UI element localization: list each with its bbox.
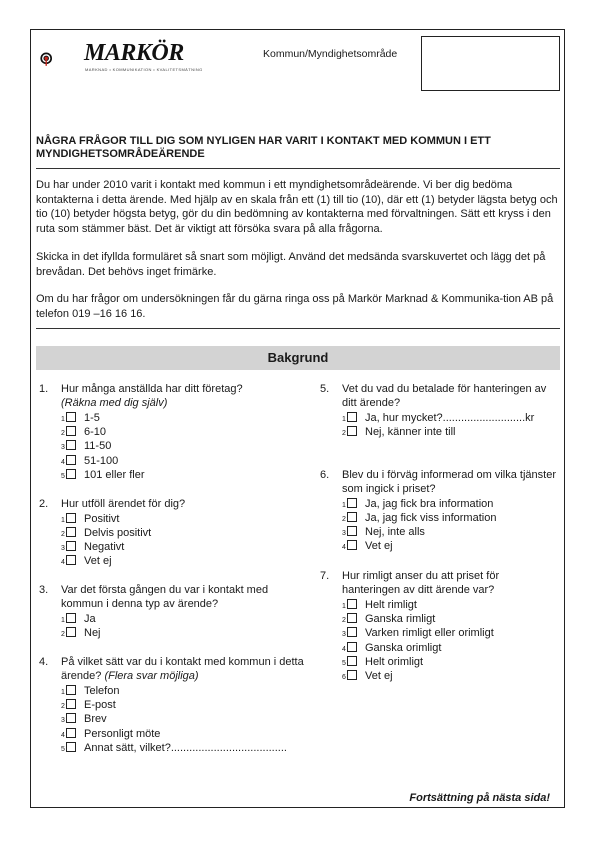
markor-logo-icon xyxy=(39,37,87,81)
checkbox xyxy=(66,527,76,537)
checkbox xyxy=(66,713,76,723)
question-4: 4. På vilket sätt var du i kontakt med kommun i detta ärende? (Flera svar möjliga) 1 Telefon 2 E-post 3 Brev 4 Personligt möte 5 Annat sätt, vilket?...................................... xyxy=(39,655,319,760)
checkbox xyxy=(347,599,357,609)
divider xyxy=(36,328,560,329)
section-title: Bakgrund xyxy=(36,346,560,370)
checkbox xyxy=(347,670,357,680)
checkbox xyxy=(66,728,76,738)
checkbox xyxy=(347,498,357,508)
kommun-field[interactable] xyxy=(421,36,560,91)
checkbox xyxy=(66,627,76,637)
question-text: Hur många anställda har ditt företag? (Räkna med dig själv) xyxy=(61,383,243,409)
question-note: (Flera svar möjliga) xyxy=(104,670,199,682)
question-1: 1. Hur många anställda har ditt företag? (Räkna med dig själv) 1 1-5 2 6-10 3 11-50 4 51-100 5 101 eller fler xyxy=(39,382,309,492)
checkbox xyxy=(347,426,357,436)
question-number: 5. xyxy=(320,383,330,395)
divider xyxy=(36,168,560,169)
intro-paragraph-2: Skicka in det ifyllda formuläret så snart som möjligt. Använd det medsända svarskuvertet och lägg det på brevådan. Det behövs inget frimärke. xyxy=(36,251,546,278)
question-text: Blev du i förväg informerad om vilka tjänster som ingick i priset? xyxy=(342,469,556,495)
continuation-note: Fortsättning på nästa sida! xyxy=(409,792,550,804)
question-text: Vet du vad du betalade för hanteringen av ditt ärende? xyxy=(342,383,547,409)
logo-wordmark: MARKÖR xyxy=(84,40,184,66)
logo-tagline: MARKNAD • KOMMUNIKATION • KVALITETSMÄTNING xyxy=(85,67,203,72)
question-7: 7. Hur rimligt anser du att priset för hanteringen av ditt ärende var? 1 Helt rimligt 2 Ganska rimligt 3 Varken rimligt eller orimligt 4 Ganska orimligt 5 Helt orimligt 6 Vet ej xyxy=(320,569,560,689)
checkbox xyxy=(347,613,357,623)
checkbox xyxy=(347,656,357,666)
checkbox xyxy=(66,513,76,523)
checkbox xyxy=(347,526,357,536)
question-number: 7. xyxy=(320,570,330,582)
checkbox xyxy=(347,627,357,637)
checkbox xyxy=(66,541,76,551)
checkbox xyxy=(66,469,76,479)
checkbox xyxy=(66,742,76,752)
question-text: Hur rimligt anser du att priset för hanteringen av ditt ärende var? xyxy=(342,570,500,596)
intro-paragraph-3: Om du har frågor om undersökningen får du gärna ringa oss på Markör Marknad & Kommunika-tion AB på telefon 019 –16 16 16. xyxy=(36,293,554,320)
checkbox xyxy=(347,412,357,422)
checkbox xyxy=(66,699,76,709)
question-6: 6. Blev du i förväg informerad om vilka tjänster som ingick i priset? 1 Ja, jag fick bra information 2 Ja, jag fick viss information 3 Nej, inte alls 4 Vet ej xyxy=(320,469,556,552)
question-text: Hur utföll ärendet för dig? xyxy=(61,498,186,510)
checkbox xyxy=(66,412,76,422)
question-text: På vilket sätt var du i kontakt med kommun i detta ärende? (Flera svar möjliga) xyxy=(61,656,304,682)
question-3: 3. Var det första gången du var i kontakt med kommun i denna typ av ärende? 1 Ja 2 Nej xyxy=(39,583,309,643)
checkbox xyxy=(66,426,76,436)
question-number: 3. xyxy=(39,584,49,596)
checkbox xyxy=(66,613,76,623)
question-number: 6. xyxy=(320,469,330,481)
intro-paragraph-1: Du har under 2010 varit i kontakt med kommun i ett myndighetsområdeärende. Vi ber dig bedöma kontakterna i detta ärende. Med hjälp av en skala från ett (1) till tio (10), där ett (1) betyder lägsta betyg och tio (10) betyder högsta betyg, gör du din bedömning av kontakterna med förvaltningen. Sätt ett kryss i den ruta som stämmer bäst. Det är viktigt att försöka svara på alla frågorna. xyxy=(36,179,558,235)
form-heading: NÅGRA FRÅGOR TILL DIG SOM NYLIGEN HAR VARIT I KONTAKT MED KOMMUN I ETT MYNDIGHETSOMRÅDEÄRENDE xyxy=(36,135,491,160)
checkbox xyxy=(66,685,76,695)
checkbox xyxy=(347,540,357,550)
question-2: 2. Hur utföll ärendet för dig? 1 Positivt 2 Delvis positivt 3 Negativt 4 Vet ej xyxy=(39,497,309,572)
question-number: 4. xyxy=(39,656,49,668)
checkbox xyxy=(66,440,76,450)
checkbox xyxy=(66,455,76,465)
question-text: Var det första gången du var i kontakt med kommun i denna typ av ärende? xyxy=(61,584,269,610)
question-note: (Räkna med dig själv) xyxy=(61,397,168,409)
question-5: 5. Vet du vad du betalade för hanteringen av ditt ärende? 1 Ja, hur mycket?...........................kr 2 Nej, känner inte till xyxy=(320,382,560,442)
question-number: 2. xyxy=(39,498,49,510)
checkbox xyxy=(347,512,357,522)
checkbox xyxy=(66,555,76,565)
question-number: 1. xyxy=(39,383,49,395)
kommun-label: Kommun/Myndighetsområde xyxy=(263,48,398,60)
checkbox xyxy=(347,642,357,652)
